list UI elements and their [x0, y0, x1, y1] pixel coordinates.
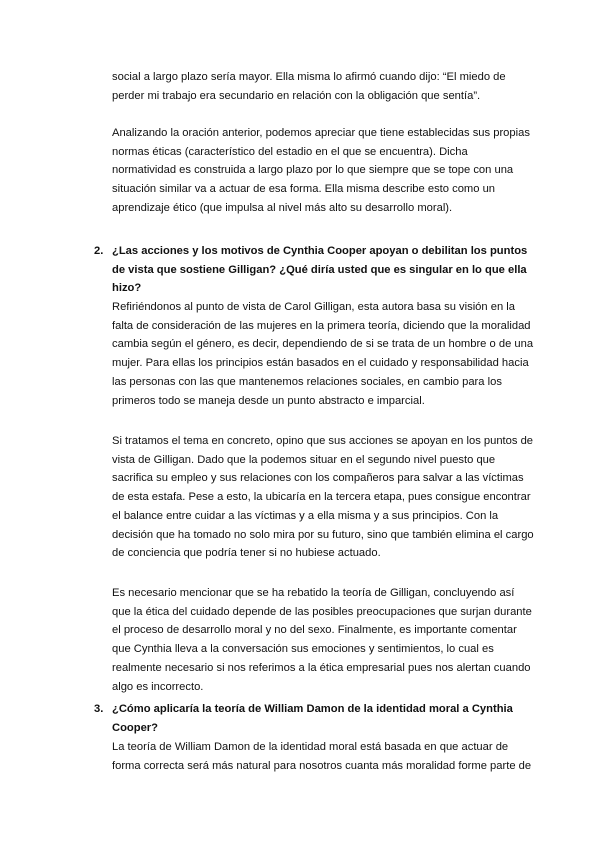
question-3-number: 3. — [94, 703, 104, 715]
question-2-answer-2 — [112, 432, 534, 563]
text-line: mujer. Para ellas los principios están basados en el cuidado y responsabilidad hacia — [112, 357, 529, 370]
text-line: que Cynthia lleva a la conversación sus emociones y sentimientos, lo cual es — [112, 643, 494, 656]
text-line: vista de Gilligan. Dado que la podemos situar en el segundo nivel puesto que — [112, 453, 496, 466]
text-line: forma correcta será más natural para nosotros cuanta más moralidad forme parte de — [112, 759, 532, 772]
text-line: cambia según el género, es decir, dependiendo de si se trata de un hombre o de una — [112, 338, 534, 351]
text-line: hizo? — [112, 282, 142, 295]
paragraph-intro — [112, 68, 520, 105]
text-line: falta de consideración de las mujeres en la primera teoría, diciendo que la moralidad — [112, 319, 531, 332]
question-2-answer-1 — [112, 298, 534, 410]
text-line: La teoría de William Damon de la identidad moral está basada en que actuar de — [112, 741, 509, 753]
text-line: que la ética del cuidado depende de las posibles preocupaciones que surjan durante — [112, 605, 532, 618]
text-line: normas éticas (característico del estadio en el que se encuentra). Dicha — [112, 145, 468, 158]
text-line: ¿Cómo aplicaría la teoría de William Damon de la identidad moral a Cynthia — [112, 703, 513, 715]
text-line: Analizando la oración anterior, podemos apreciar que tiene establecidas sus propias — [112, 127, 530, 139]
text-line: decisión que ha tomado no solo mira por su futuro, sino que también elimina el cargo — [112, 528, 534, 541]
text-line: normatividad es construida a largo plazo por lo que siempre que se tope con una — [112, 164, 514, 177]
text-line: Si tratamos el tema en concreto, opino que sus acciones se apoyan en los puntos de — [112, 435, 534, 447]
text-line: aprendizaje ético (que impulsa al nivel más alto su desarrollo moral). — [112, 201, 453, 214]
question-2-answer-3 — [112, 584, 532, 696]
question-3-answer-1 — [112, 738, 532, 775]
text-line: el balance entre cuidar a las víctimas y a ella misma y a sus principios. Con la — [112, 509, 499, 522]
text-line: situación similar va a actuar de esa forma. Ella misma describe esto como un — [112, 183, 496, 196]
text-line: de vista que sostiene Gilligan? ¿Qué diría usted que es singular en lo que ella — [112, 263, 527, 276]
text-line: ¿Las acciones y los motivos de Cynthia Cooper apoyan o debilitan los puntos — [112, 245, 528, 257]
question-2-number: 2. — [94, 245, 104, 257]
text-line: las personas con las que mantenemos relaciones sociales, en cambio para los — [112, 375, 502, 388]
text-line: el proceso de desarrollo moral y no del sexo. Finalmente, es importante comentar — [112, 624, 517, 637]
text-line: perder mi trabajo era secundario en relación con la obligación que sentía”. — [112, 89, 481, 102]
text-line: realmente necesario si nos referimos a la ética empresarial pues nos alertan cuando — [112, 661, 531, 674]
paragraph-analysis — [112, 124, 530, 218]
text-line: Es necesario mencionar que se ha rebatido la teoría de Gilligan, concluyendo así — [112, 587, 515, 599]
text-line: Refiriéndonos al punto de vista de Carol Gilligan, esta autora basa su visión en la — [112, 301, 515, 313]
text-line: de conciencia que podría tener si no hubiese actuado. — [112, 547, 381, 560]
text-line: Cooper? — [112, 721, 158, 734]
text-line: social a largo plazo sería mayor. Ella misma lo afirmó cuando dijo: “El miedo de — [112, 71, 506, 83]
text-line: de esta estafa. Pese a esto, la ubicaría en la tercera etapa, pues consigue encontrar — [112, 491, 531, 504]
text-line: algo es incorrecto. — [112, 680, 204, 693]
text-line: sacrifica su empleo y sus relaciones con los compañeros para salvar a las víctimas — [112, 472, 524, 485]
question-2-heading — [112, 242, 528, 298]
question-3-heading — [112, 700, 522, 737]
text-line: primeros todo se maneja desde un punto abstracto e imparcial. — [112, 394, 425, 407]
